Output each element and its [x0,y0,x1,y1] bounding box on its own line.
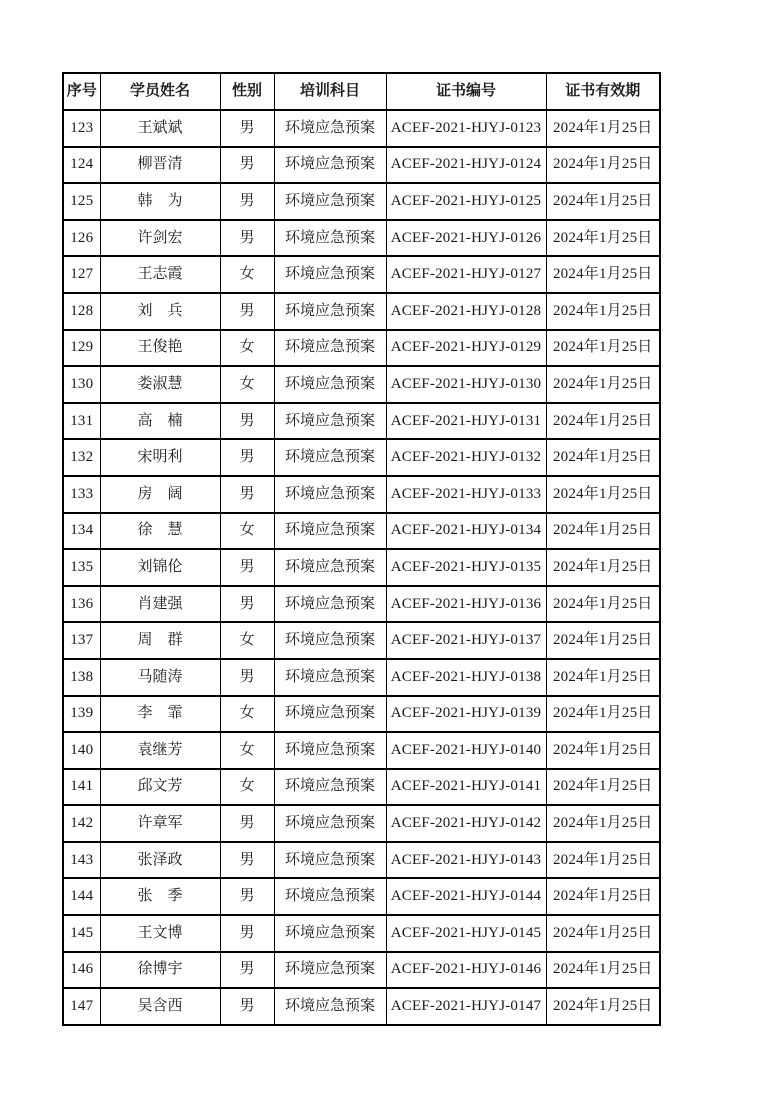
cell-no: 139 [63,696,100,733]
cell-no: 133 [63,476,100,513]
cell-no: 145 [63,915,100,952]
cell-gender: 男 [220,915,274,952]
cell-gender: 男 [220,476,274,513]
cell-subject: 环境应急预案 [274,659,386,696]
cell-gender: 男 [220,586,274,623]
table-row [63,366,660,403]
cell-name: 吴含西 [100,988,220,1025]
cell-no: 132 [63,439,100,476]
cell-cert: ACEF-2021-HJYJ-0126 [386,220,546,257]
cell-name: 李 霏 [100,696,220,733]
cell-subject: 环境应急预案 [274,476,386,513]
table-header-row [63,73,660,110]
table-row [63,293,660,330]
cell-validity: 2024年1月25日 [546,732,660,769]
cell-subject: 环境应急预案 [274,549,386,586]
cell-name: 高 楠 [100,403,220,440]
cell-gender: 女 [220,366,274,403]
cell-gender: 男 [220,878,274,915]
cell-cert: ACEF-2021-HJYJ-0139 [386,696,546,733]
cell-name: 王斌斌 [100,110,220,147]
cell-gender: 男 [220,549,274,586]
cell-no: 136 [63,586,100,623]
cell-cert: ACEF-2021-HJYJ-0127 [386,256,546,293]
cell-subject: 环境应急预案 [274,988,386,1025]
cell-validity: 2024年1月25日 [546,110,660,147]
cell-name: 韩 为 [100,183,220,220]
cell-no: 126 [63,220,100,257]
cell-name: 许章军 [100,805,220,842]
cell-cert: ACEF-2021-HJYJ-0124 [386,147,546,184]
cell-cert: ACEF-2021-HJYJ-0140 [386,732,546,769]
table-row [63,110,660,147]
cell-cert: ACEF-2021-HJYJ-0145 [386,915,546,952]
cell-name: 袁继芳 [100,732,220,769]
cell-gender: 男 [220,805,274,842]
cell-cert: ACEF-2021-HJYJ-0146 [386,952,546,989]
cell-subject: 环境应急预案 [274,147,386,184]
cell-no: 140 [63,732,100,769]
table-row [63,842,660,879]
cell-name: 王志霞 [100,256,220,293]
cell-subject: 环境应急预案 [274,403,386,440]
cell-no: 124 [63,147,100,184]
cell-validity: 2024年1月25日 [546,330,660,367]
cell-cert: ACEF-2021-HJYJ-0128 [386,293,546,330]
cell-validity: 2024年1月25日 [546,549,660,586]
cell-cert: ACEF-2021-HJYJ-0138 [386,659,546,696]
cell-cert: ACEF-2021-HJYJ-0135 [386,549,546,586]
table-row [63,147,660,184]
cell-cert: ACEF-2021-HJYJ-0141 [386,769,546,806]
cell-no: 130 [63,366,100,403]
cell-no: 123 [63,110,100,147]
cell-cert: ACEF-2021-HJYJ-0133 [386,476,546,513]
cell-no: 125 [63,183,100,220]
cell-gender: 男 [220,659,274,696]
cell-subject: 环境应急预案 [274,293,386,330]
cell-cert: ACEF-2021-HJYJ-0123 [386,110,546,147]
table-row [63,732,660,769]
cell-gender: 男 [220,147,274,184]
cell-subject: 环境应急预案 [274,915,386,952]
cell-no: 141 [63,769,100,806]
table-row [63,330,660,367]
cell-subject: 环境应急预案 [274,439,386,476]
table-row [63,805,660,842]
cell-gender: 女 [220,330,274,367]
cell-cert: ACEF-2021-HJYJ-0137 [386,622,546,659]
cell-name: 刘锦伦 [100,549,220,586]
trainee-certificate-table [62,72,661,1026]
cell-cert: ACEF-2021-HJYJ-0144 [386,878,546,915]
column-header-gender: 性别 [220,73,274,110]
cell-name: 许剑宏 [100,220,220,257]
cell-gender: 男 [220,110,274,147]
cell-validity: 2024年1月25日 [546,769,660,806]
cell-no: 144 [63,878,100,915]
table-row [63,256,660,293]
cell-cert: ACEF-2021-HJYJ-0129 [386,330,546,367]
cell-no: 131 [63,403,100,440]
cell-validity: 2024年1月25日 [546,366,660,403]
cell-subject: 环境应急预案 [274,769,386,806]
column-header-subject: 培训科目 [274,73,386,110]
table-row [63,622,660,659]
cell-validity: 2024年1月25日 [546,256,660,293]
cell-gender: 男 [220,220,274,257]
cell-no: 138 [63,659,100,696]
cell-gender: 男 [220,842,274,879]
cell-validity: 2024年1月25日 [546,293,660,330]
cell-subject: 环境应急预案 [274,696,386,733]
cell-name: 刘 兵 [100,293,220,330]
cell-validity: 2024年1月25日 [546,183,660,220]
cell-name: 房 阔 [100,476,220,513]
cell-cert: ACEF-2021-HJYJ-0134 [386,513,546,550]
cell-subject: 环境应急预案 [274,878,386,915]
cell-no: 137 [63,622,100,659]
cell-validity: 2024年1月25日 [546,878,660,915]
cell-no: 143 [63,842,100,879]
cell-subject: 环境应急预案 [274,256,386,293]
cell-validity: 2024年1月25日 [546,952,660,989]
cell-subject: 环境应急预案 [274,330,386,367]
table-row [63,476,660,513]
cell-validity: 2024年1月25日 [546,147,660,184]
cell-subject: 环境应急预案 [274,732,386,769]
cell-cert: ACEF-2021-HJYJ-0136 [386,586,546,623]
cell-name: 马随涛 [100,659,220,696]
cell-no: 128 [63,293,100,330]
cell-validity: 2024年1月25日 [546,842,660,879]
cell-validity: 2024年1月25日 [546,915,660,952]
table-row [63,513,660,550]
cell-name: 王俊艳 [100,330,220,367]
table-row [63,659,660,696]
cell-gender: 女 [220,513,274,550]
table-row [63,915,660,952]
cell-name: 张 季 [100,878,220,915]
cell-cert: ACEF-2021-HJYJ-0125 [386,183,546,220]
table-row [63,586,660,623]
table-row [63,988,660,1025]
column-header-no: 序号 [63,73,100,110]
column-header-validity: 证书有效期 [546,73,660,110]
cell-validity: 2024年1月25日 [546,513,660,550]
table-row [63,220,660,257]
column-header-name: 学员姓名 [100,73,220,110]
cell-no: 127 [63,256,100,293]
cell-validity: 2024年1月25日 [546,659,660,696]
cell-cert: ACEF-2021-HJYJ-0147 [386,988,546,1025]
cell-subject: 环境应急预案 [274,110,386,147]
column-header-cert: 证书编号 [386,73,546,110]
table-row [63,696,660,733]
cell-subject: 环境应急预案 [274,586,386,623]
cell-name: 娄淑慧 [100,366,220,403]
cell-subject: 环境应急预案 [274,622,386,659]
cell-cert: ACEF-2021-HJYJ-0142 [386,805,546,842]
cell-gender: 男 [220,988,274,1025]
cell-no: 147 [63,988,100,1025]
cell-name: 徐博宇 [100,952,220,989]
roster-body [63,110,660,1025]
table-row [63,439,660,476]
cell-subject: 环境应急预案 [274,952,386,989]
cell-cert: ACEF-2021-HJYJ-0132 [386,439,546,476]
cell-gender: 女 [220,732,274,769]
cell-gender: 女 [220,769,274,806]
cell-no: 146 [63,952,100,989]
cell-name: 肖建强 [100,586,220,623]
table-row [63,403,660,440]
cell-gender: 男 [220,183,274,220]
cell-subject: 环境应急预案 [274,366,386,403]
cell-cert: ACEF-2021-HJYJ-0130 [386,366,546,403]
cell-subject: 环境应急预案 [274,183,386,220]
cell-validity: 2024年1月25日 [546,586,660,623]
table-row [63,952,660,989]
cell-validity: 2024年1月25日 [546,805,660,842]
cell-cert: ACEF-2021-HJYJ-0131 [386,403,546,440]
cell-name: 宋明利 [100,439,220,476]
cell-gender: 女 [220,696,274,733]
cell-subject: 环境应急预案 [274,842,386,879]
cell-name: 王文博 [100,915,220,952]
table-row [63,769,660,806]
cell-validity: 2024年1月25日 [546,439,660,476]
cell-validity: 2024年1月25日 [546,696,660,733]
table-row [63,878,660,915]
cell-name: 张泽政 [100,842,220,879]
cell-validity: 2024年1月25日 [546,988,660,1025]
cell-no: 142 [63,805,100,842]
cell-gender: 男 [220,403,274,440]
cell-validity: 2024年1月25日 [546,403,660,440]
cell-no: 129 [63,330,100,367]
cell-gender: 女 [220,256,274,293]
cell-name: 柳晋清 [100,147,220,184]
table-row [63,183,660,220]
table-row [63,549,660,586]
cell-name: 徐 慧 [100,513,220,550]
cell-validity: 2024年1月25日 [546,220,660,257]
cell-validity: 2024年1月25日 [546,476,660,513]
cell-gender: 男 [220,293,274,330]
cell-gender: 男 [220,952,274,989]
cell-subject: 环境应急预案 [274,805,386,842]
cell-no: 135 [63,549,100,586]
cell-no: 134 [63,513,100,550]
cell-subject: 环境应急预案 [274,220,386,257]
cell-gender: 女 [220,622,274,659]
cell-gender: 男 [220,439,274,476]
cell-name: 周 群 [100,622,220,659]
cell-name: 邱文芳 [100,769,220,806]
cell-subject: 环境应急预案 [274,513,386,550]
cell-validity: 2024年1月25日 [546,622,660,659]
cell-cert: ACEF-2021-HJYJ-0143 [386,842,546,879]
